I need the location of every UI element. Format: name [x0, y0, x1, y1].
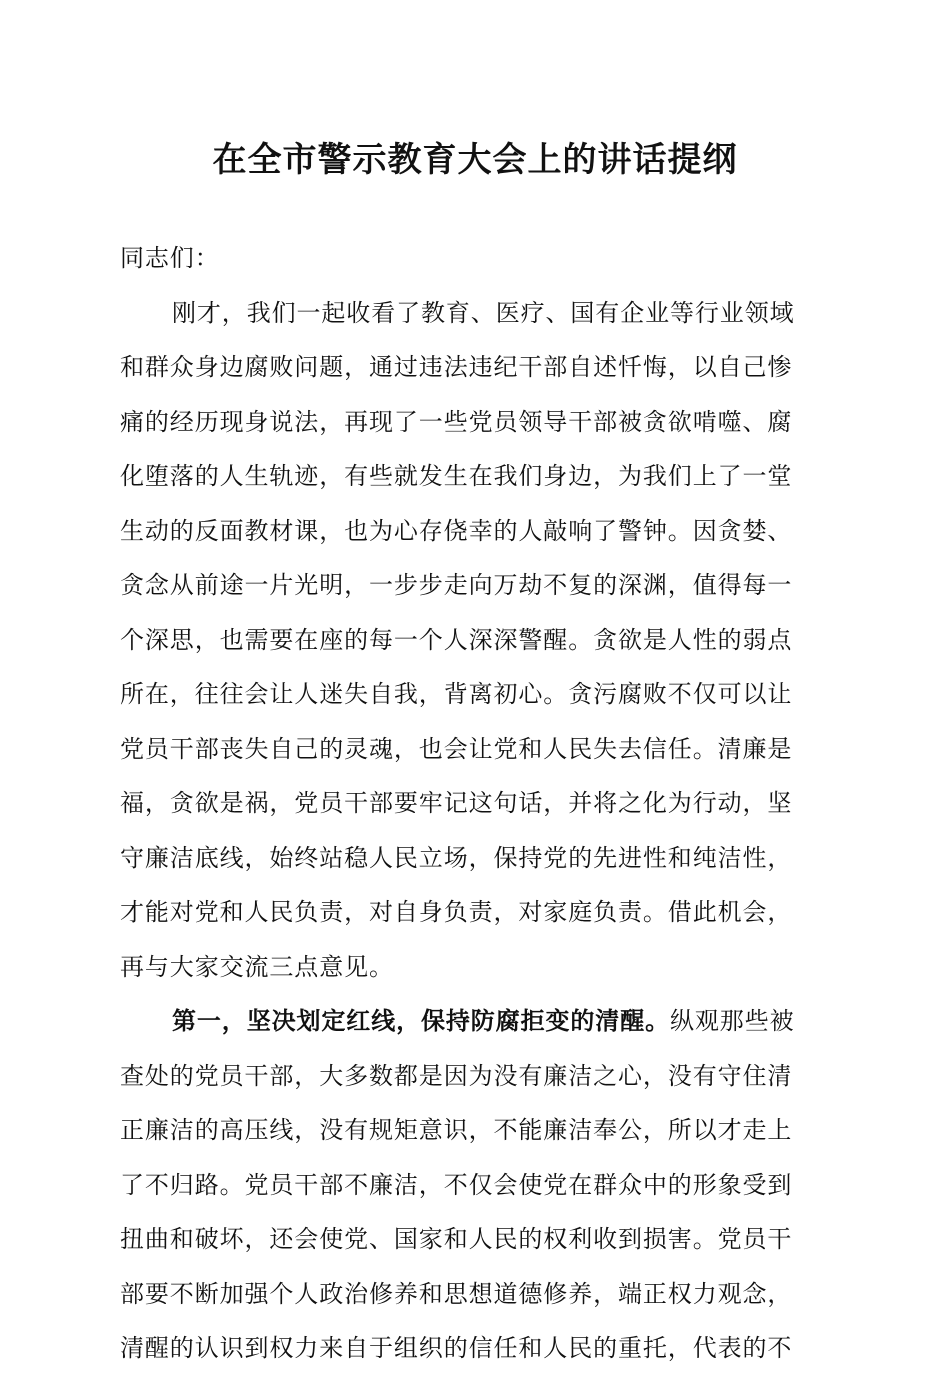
paragraph-line: 正廉洁的高压线，没有规矩意识，不能廉洁奉公，所以才走上 — [120, 1116, 793, 1144]
paragraph-line: 贪念从前途一片光明，一步步走向万劫不复的深渊，值得每一 — [120, 571, 793, 599]
paragraph-line: 和群众身边腐败问题，通过违法违纪干部自述忏悔，以自己惨 — [120, 353, 793, 381]
paragraph-line: 刚才，我们一起收看了教育、医疗、国有企业等行业领域 — [172, 298, 795, 327]
paragraph-line: 才能对党和人民负责，对自身负责，对家庭负责。借此机会， — [120, 898, 793, 926]
paragraph-line: 生动的反面教材课，也为心存侥幸的人敲响了警钟。因贪婪、 — [120, 516, 793, 545]
paragraph-line: 所在，往往会让人迷失自我，背离初心。贪污腐败不仅可以让 — [120, 680, 793, 708]
paragraph-line: 查处的党员干部，大多数都是因为没有廉洁之心，没有守住清 — [120, 1061, 793, 1090]
paragraph-line: 福，贪欲是祸，党员干部要牢记这句话，并将之化为行动，坚 — [120, 789, 793, 817]
paragraph-line: 了不归路。党员干部不廉洁，不仅会使党在群众中的形象受到 — [120, 1170, 793, 1199]
paragraph-line: 部要不断加强个人政治修养和思想道德修养，端正权力观念， — [120, 1279, 793, 1308]
paragraph-line: 个深思，也需要在座的每一个人深深警醒。贪欲是人性的弱点 — [120, 625, 793, 654]
document-title: 在全市警示教育大会上的讲话提纲 — [212, 140, 738, 180]
paragraph-line: 扭曲和破坏，还会使党、国家和人民的权利收到损害。党员干 — [120, 1225, 793, 1253]
paragraph-line: 化堕落的人生轨迹，有些就发生在我们身边，为我们上了一堂 — [120, 462, 793, 490]
paragraph-line: 清醒的认识到权力来自于组织的信任和人民的重托，代表的不 — [120, 1334, 793, 1362]
document-body — [120, 231, 828, 1376]
paragraph-line: 再与大家交流三点意见。 — [120, 952, 394, 981]
paragraph-line: 守廉洁底线，始终站稳人民立场，保持党的先进性和纯洁性， — [120, 843, 793, 872]
section-heading: 第一，坚决划定红线，保持防腐拒变的清醒。 — [172, 1006, 670, 1035]
paragraph-text: 纵观那些被 — [670, 1007, 795, 1035]
salutation: 同志们： — [120, 244, 220, 272]
paragraph-line: 痛的经历现身说法，再现了一些党员领导干部被贪欲啃噬、腐 — [120, 407, 793, 436]
paragraph-line — [120, 994, 828, 1049]
paragraph-line: 党员干部丧失自己的灵魂，也会让党和人民失去信任。清廉是 — [120, 734, 793, 763]
